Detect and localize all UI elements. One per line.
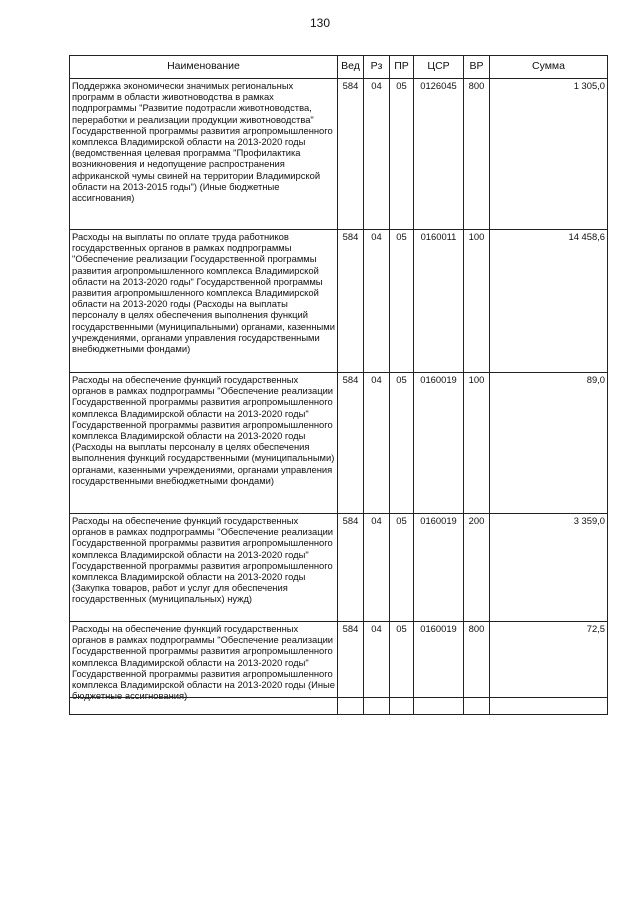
row-ved: 584 bbox=[338, 230, 364, 373]
row-pr: 05 bbox=[390, 373, 414, 514]
row-name: Расходы на выплаты по оплате труда работников государственных органов в рамках подпрограммы "Обеспечение реализации Государственной программы развития агропромышленного комплекса Владимирской области на 2013-2020 годы" Государственной программы развития агропромышленного комплекса Владимирской области на 2013-2020 годы (Расходы на выплаты персоналу в целях обеспечения выполнения функций государственными (муниципальными) органами, казенными учреждениями, органами управления государственными внебюджетными фондами) bbox=[70, 230, 338, 373]
row-vr: 100 bbox=[464, 230, 490, 373]
row-csr: 0160019 bbox=[414, 622, 464, 715]
row-pr: 05 bbox=[390, 79, 414, 230]
row-csr: 0160019 bbox=[414, 514, 464, 622]
table-row bbox=[70, 622, 608, 715]
row-sum: 72,5 bbox=[490, 622, 608, 715]
header-name: Наименование bbox=[70, 56, 338, 79]
page-number: 130 bbox=[309, 16, 331, 30]
table-header-row bbox=[70, 56, 608, 79]
row-csr: 0160011 bbox=[414, 230, 464, 373]
row-vr: 800 bbox=[464, 79, 490, 230]
row-rz: 04 bbox=[364, 622, 390, 715]
row-rz: 04 bbox=[364, 79, 390, 230]
row-ved: 584 bbox=[338, 514, 364, 622]
header-csr: ЦСР bbox=[414, 56, 464, 79]
row-rz: 04 bbox=[364, 514, 390, 622]
row-sum: 89,0 bbox=[490, 373, 608, 514]
header-pr: ПР bbox=[390, 56, 414, 79]
row-ved: 584 bbox=[338, 373, 364, 514]
row-rz: 04 bbox=[364, 373, 390, 514]
row-vr: 800 bbox=[464, 622, 490, 715]
row-rz: 04 bbox=[364, 230, 390, 373]
row-ved: 584 bbox=[338, 79, 364, 230]
header-rz: Рз bbox=[364, 56, 390, 79]
row-pr: 05 bbox=[390, 622, 414, 715]
table-bottom-rule bbox=[69, 697, 607, 698]
row-ved: 584 bbox=[338, 622, 364, 715]
row-vr: 100 bbox=[464, 373, 490, 514]
row-sum: 3 359,0 bbox=[490, 514, 608, 622]
row-csr: 0160019 bbox=[414, 373, 464, 514]
row-name: Расходы на обеспечение функций государственных органов в рамках подпрограммы "Обеспечение реализации Государственной программы развития агропромышленного комплекса Владимирской области на 2013-2020 годы" Государственной программы развития агропромышленного комплекса Владимирской области на 2013-2020 годы (Закупка товаров, работ и услуг для обеспечения государственных (муниципальных) нужд) bbox=[70, 514, 338, 622]
table-row bbox=[70, 373, 608, 514]
row-name: Поддержка экономически значимых региональных программ в области животноводства в рамках подпрограммы "Развитие подотрасли животноводства, переработки и реализации продукции животноводства" Государственной программы развития агропромышленного комплекса Владимирской области на 2013-2020 годы (ведомственная целевая программа "Профилактика возникновения и недопущение распространения африканской чумы свиней на территории Владимирской области на 2013-2015 годы") (Иные бюджетные ассигнования) bbox=[70, 79, 338, 230]
row-sum: 1 305,0 bbox=[490, 79, 608, 230]
header-vr: ВР bbox=[464, 56, 490, 79]
row-pr: 05 bbox=[390, 514, 414, 622]
budget-table bbox=[69, 55, 608, 715]
row-sum: 14 458,6 bbox=[490, 230, 608, 373]
row-name: Расходы на обеспечение функций государственных органов в рамках подпрограммы "Обеспечение реализации Государственной программы развития агропромышленного комплекса Владимирской области на 2013-2020 годы" Государственной программы развития агропромышленного комплекса Владимирской области на 2013-2020 годы (Иные бюджетные ассигнования) bbox=[70, 622, 338, 715]
header-ved: Вед bbox=[338, 56, 364, 79]
table-row bbox=[70, 79, 608, 230]
row-name: Расходы на обеспечение функций государственных органов в рамках подпрограммы "Обеспечение реализации Государственной программы развития агропромышленного комплекса Владимирской области на 2013-2020 годы" Государственной программы развития агропромышленного комплекса Владимирской области на 2013-2020 годы (Расходы на выплаты персоналу в целях обеспечения выполнения функций государственными (муниципальными) органами, казенными учреждениями, органами управления государственными внебюджетными фондами) bbox=[70, 373, 338, 514]
table-row bbox=[70, 230, 608, 373]
header-sum: Сумма bbox=[490, 56, 608, 79]
row-vr: 200 bbox=[464, 514, 490, 622]
row-csr: 0126045 bbox=[414, 79, 464, 230]
table-row bbox=[70, 514, 608, 622]
row-pr: 05 bbox=[390, 230, 414, 373]
